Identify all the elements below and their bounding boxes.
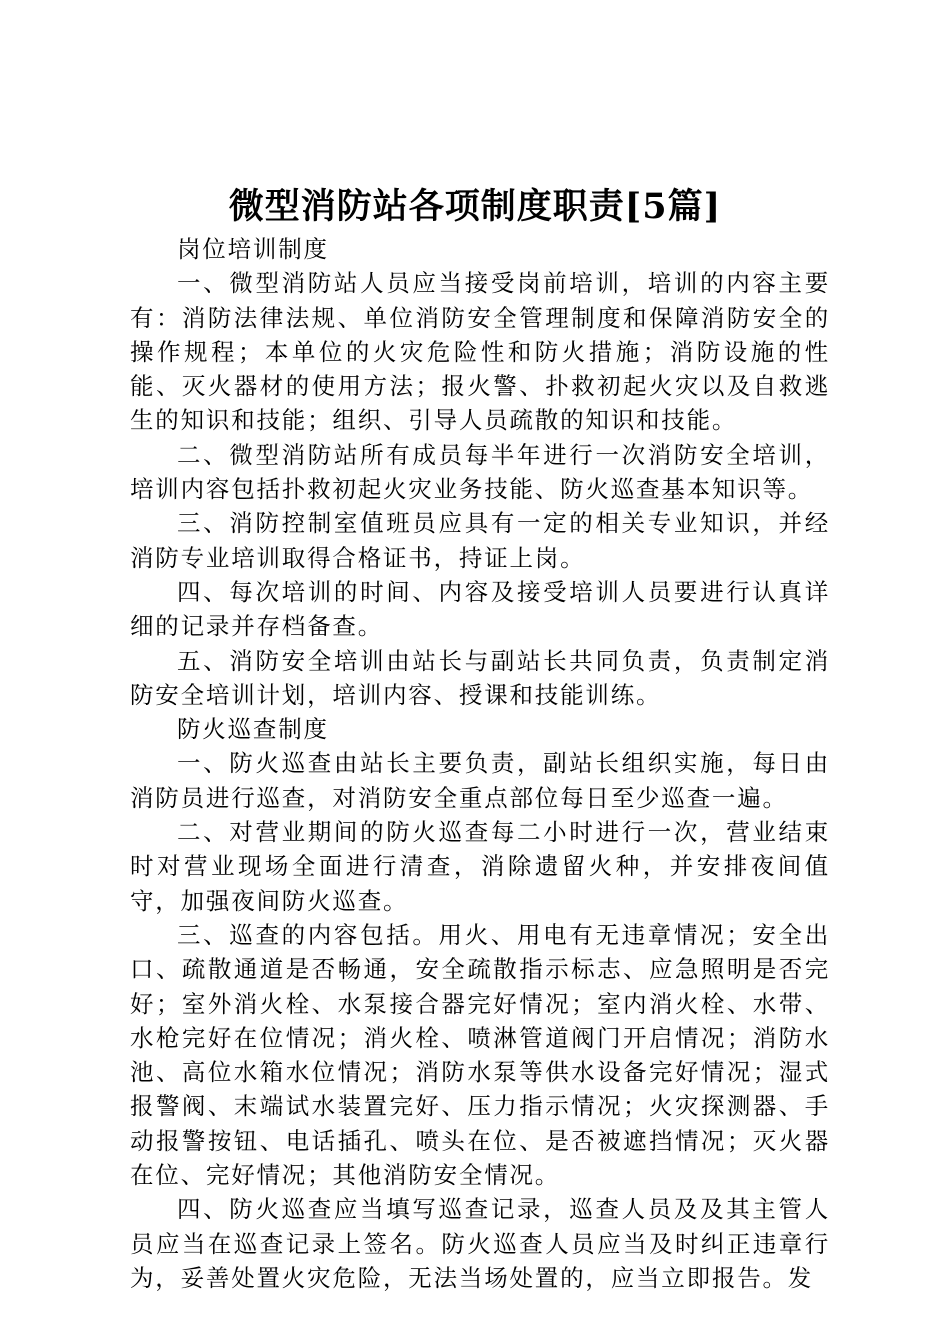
paragraph: 一、防火巡查由站长主要负责，副站长组织实施，每日由消防员进行巡查，对消防安全重点部位每日至少巡查一遍。 [130,749,830,812]
paragraph: 三、巡查的内容包括。用火、用电有无违章情况；安全出口、疏散通道是否畅通，安全疏散指示标志、应急照明是否完好；室外消火栓、水泵接合器完好情况；室内消火栓、水带、水枪完好在位情况；消火栓、喷淋管道阀门开启情况；消防水池、高位水箱水位情况；消防水泵等供水设备完好情况；湿式报警阀、末端试水装置完好、压力指示情况；火灾探测器、手动报警按钮、电话插孔、喷头在位、是否被遮挡情况；灭火器在位、完好情况；其他消防安全情况。 [130,920,830,1190]
paragraph: 五、消防安全培训由站长与副站长共同负责，负责制定消防安全培训计划，培训内容、授课和技能训练。 [130,646,830,709]
section-heading-patrol: 防火巡查制度 [177,715,329,744]
section-heading-training: 岗位培训制度 [177,235,329,263]
paragraph: 四、每次培训的时间、内容及接受培训人员要进行认真详细的记录并存档备查。 [130,577,830,641]
document-body [130,232,830,1295]
paragraph: 三、消防控制室值班员应具有一定的相关专业知识，并经消防专业培训取得合格证书，持证上岗。 [130,509,830,572]
paragraph: 二、微型消防站所有成员每半年进行一次消防安全培训，培训内容包括扑救初起火灾业务技能、防火巡查基本知识等。 [130,440,830,504]
paragraph: 一、微型消防站人员应当接受岗前培训，培训的内容主要有：消防法律法规、单位消防安全管理制度和保障消防安全的操作规程；本单位的火灾危险性和防火措施；消防设施的性能、灭火器材的使用方法；报火警、扑救初起火灾以及自救逃生的知识和技能；组织、引导人员疏散的知识和技能。 [130,269,830,435]
document-title: 微型消防站各项制度职责[5篇] [228,186,722,227]
paragraph: 二、对营业期间的防火巡查每二小时进行一次，营业结束时对营业现场全面进行清查，消除遗留火种，并安排夜间值守，加强夜间防火巡查。 [130,818,830,915]
paragraph: 四、防火巡查应当填写巡查记录，巡查人员及及其主管人员应当在巡查记录上签名。防火巡查人员应当及时纠正违章行为，妥善处置火灾危险，无法当场处置的，应当立即报告。发 [130,1195,830,1292]
